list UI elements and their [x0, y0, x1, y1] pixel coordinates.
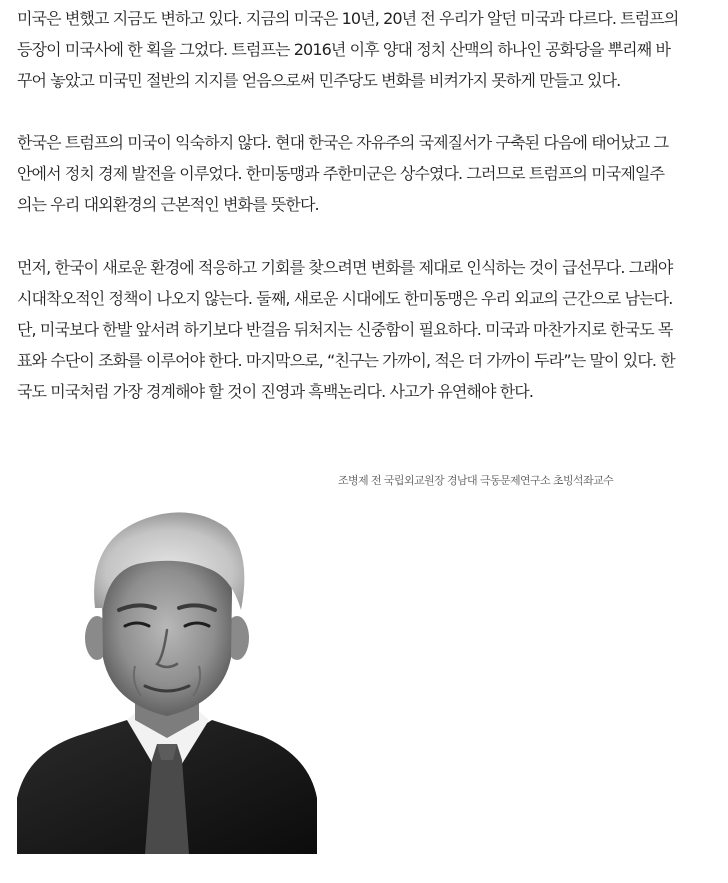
paragraph-3 — [17, 252, 717, 407]
paragraph-line: 표와 수단이 조화를 이루어야 한다. 마지막으로, “친구는 가까이, 적은 더 가까이 두라”는 말이 있다. 한 — [17, 351, 675, 370]
paragraph-line: 안에서 정치 경제 발전을 이루었다. 한미동맹과 주한미군은 상수였다. 그러므로 트럼프의 미국제일주 — [17, 164, 665, 183]
paragraph-2 — [17, 127, 717, 220]
paragraph-line: 등장이 미국사에 한 획을 그었다. 트럼프는 2016년 이후 양대 정치 산맥의 하나인 공화당을 뿌리째 바 — [17, 40, 671, 59]
paragraph-line: 한국은 트럼프의 미국이 익숙하지 않다. 현대 한국은 자유주의 국제질서가 구축된 다음에 태어났고 그 — [17, 133, 669, 152]
paragraph-line: 시대착오적인 정책이 나오지 않는다. 둘째, 새로운 시대에도 한미동맹은 우리 외교의 근간으로 남는다. — [17, 289, 673, 308]
paragraph-line: 먼저, 한국이 새로운 환경에 적응하고 기회를 찾으려면 변화를 제대로 인식하는 것이 급선무다. 그래야 — [17, 258, 673, 277]
paragraph-line: 의는 우리 대외환경의 근본적인 변화를 뜻한다. — [17, 195, 319, 214]
paragraph-1 — [17, 3, 717, 96]
paragraph-line: 단, 미국보다 한발 앞서려 하기보다 반걸음 뒤처지는 신중함이 필요하다. 미국과 마찬가지로 한국도 목 — [17, 320, 673, 339]
author-caption: 조병제 전 국립외교원장 경남대 극동문제연구소 초빙석좌교수 — [338, 474, 614, 487]
paragraph-line: 국도 미국처럼 가장 경계해야 할 것이 진영과 흑백논리다. 사고가 유연해야 한다. — [17, 382, 534, 401]
paragraph-line: 미국은 변했고 지금도 변하고 있다. 지금의 미국은 10년, 20년 전 우리가 알던 미국과 다르다. 트럼프의 — [17, 9, 679, 28]
paragraph-line: 꾸어 놓았고 미국민 절반의 지지를 얻음으로써 민주당도 변화를 비켜가지 못하게 만들고 있다. — [17, 71, 621, 90]
author-portrait — [17, 498, 317, 854]
